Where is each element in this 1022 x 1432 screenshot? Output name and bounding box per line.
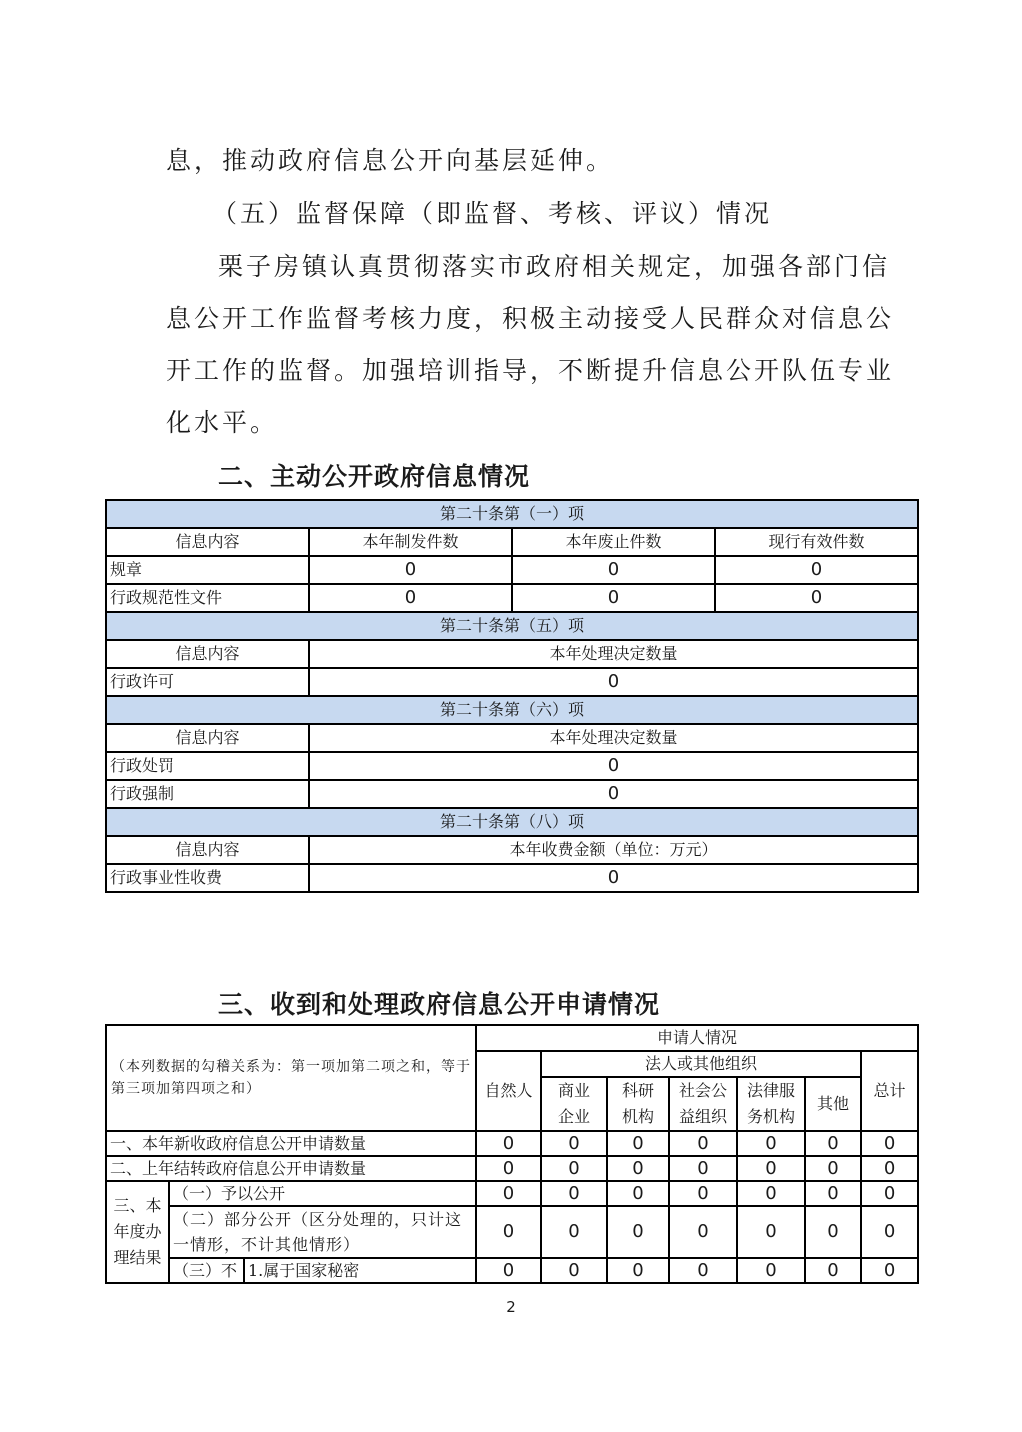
table-header-row: 信息内容 本年收费金额（单位：万元） (106, 836, 918, 864)
table-section-header: 第二十条第（八）项 (106, 808, 918, 836)
natural-person-header: 自然人 (476, 1051, 541, 1131)
total-header: 总计 (861, 1051, 918, 1131)
table-section-header: 第二十条第（六）项 (106, 696, 918, 724)
applicant-header: 申请人情况 (476, 1025, 918, 1051)
table-section-header: 第二十条第（一）项 (106, 500, 918, 528)
result-label: 三、本年度办理结果 (106, 1181, 169, 1283)
paragraph-line: 开工作的监督。加强培训指导，不断提升信息公开队伍专业 (166, 356, 895, 385)
page-number: 2 (506, 1298, 516, 1316)
table-header-row: 信息内容 本年处理决定数量 (106, 724, 918, 752)
table-row: 三、本年度办理结果 （一）予以公开 0 0 0 0 0 0 0 (106, 1181, 918, 1206)
paragraph-line: 息公开工作监督考核力度，积极主动接受人民群众对信息公 (166, 304, 895, 333)
table-header-row: 信息内容 本年处理决定数量 (106, 640, 918, 668)
table-row: （二）部分公开（区分处理的，只计这一情形，不计其他情形） 0 0 0 0 0 0 0 (106, 1206, 918, 1258)
paragraph-line: 栗子房镇认真贯彻落实市政府相关规定，加强各部门信 (218, 252, 891, 281)
legal-entity-header: 法人或其他组织 (541, 1051, 861, 1077)
section-title: 二、主动公开政府信息情况 (218, 462, 531, 491)
table-section-header: 第二十条第（五）项 (106, 612, 918, 640)
proactive-disclosure-table (105, 499, 919, 893)
table-row: 行政处罚 0 (106, 752, 918, 780)
table-row: 二、上年结转政府信息公开申请数量 0 0 0 0 0 0 0 (106, 1156, 918, 1181)
section-title: 三、收到和处理政府信息公开申请情况 (218, 990, 661, 1019)
table-row: 行政事业性收费 0 (106, 864, 918, 892)
table-row: 行政许可 0 (106, 668, 918, 696)
consistency-note: （本列数据的勾稽关系为：第一项加第二项之和，等于第三项加第四项之和） (106, 1025, 476, 1131)
paragraph-line: 息，推动政府信息公开向基层延伸。 (166, 146, 615, 175)
table-row: 一、本年新收政府信息公开申请数量 0 0 0 0 0 0 0 (106, 1131, 918, 1156)
table-row: 行政强制 0 (106, 780, 918, 808)
table-row: 行政规范性文件 0 0 0 (106, 584, 918, 612)
subsection-heading: （五）监督保障（即监督、考核、评议）情况 (212, 199, 773, 228)
paragraph-line: 化水平。 (166, 408, 279, 437)
table-header-row: 信息内容 本年制发件数 本年废止件数 现行有效件数 (106, 528, 918, 556)
application-stats-table: （本列数据的勾稽关系为：第一项加第二项之和，等于第三项加第四项之和） 申请人情况 自然人 法人或其他组织 总计 商业企业 科研机构 社会公益组织 法律服务机构 其他 一、本年新收政府信息公开申请数量 0 0 0 0 0 0 0 二、上年结转政府信息公开申请数量 0 0 0 0 0 0 0 三、本年度办理结果 （一）予以公开 0 0 0 0 0 0 0 （二）部分公开（区分处理的，只计这一情形，不计其他情形） 0 0 0 0 0 0 0 （三）不 1.属于国家秘密 0 0 0 0 0 0 0 (105, 1024, 919, 1284)
table-row: 规章 0 0 0 (106, 556, 918, 584)
table-row: （三）不 1.属于国家秘密 0 0 0 0 0 0 0 (106, 1258, 918, 1283)
